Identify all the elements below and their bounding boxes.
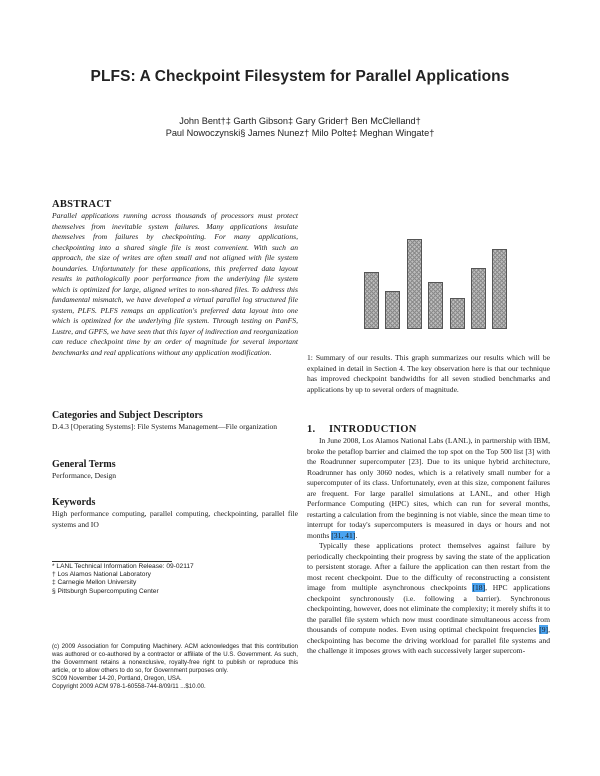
section-number: 1. bbox=[307, 424, 316, 435]
general-terms-heading: General Terms bbox=[52, 459, 116, 470]
chart-bar bbox=[450, 298, 465, 329]
results-bar-chart bbox=[355, 230, 515, 332]
citation-link[interactable]: [9] bbox=[539, 625, 549, 634]
paragraph-text: , checkpointing has become the driving workload for parallel file systems and the challenge it imposes grows with each successively larger supercom- bbox=[307, 625, 550, 655]
footnote-rule bbox=[52, 561, 172, 562]
footnote: § Pittsburgh Supercomputing Center bbox=[52, 587, 159, 595]
chart-bar bbox=[428, 282, 443, 329]
figure-caption: 1: Summary of our results. This graph summarizes our results which will be explained in detail in Section 4. The key observation here is that our technique has improved checkpoint bandwidths for all seven studied benchmarks and applications by up to several orders of magnitude. bbox=[307, 353, 550, 394]
footnote: ‡ Carnegie Mellon University bbox=[52, 579, 137, 587]
author-line-2: Paul Nowoczynski§ James Nunez† Milo Polte‡ Meghan Wingate† bbox=[165, 127, 435, 138]
categories-body: D.4.3 [Operating Systems]: File Systems Management—File organization bbox=[52, 422, 278, 431]
footnotes bbox=[52, 563, 298, 596]
abstract-section bbox=[52, 198, 298, 358]
copyright-isbn: Copyright 2009 ACM 978-1-60558-744-8/09/11 ...$10.00. bbox=[52, 683, 206, 690]
copyright-venue: SC09 November 14-20, Portland, Oregon, USA. bbox=[52, 675, 182, 682]
chart-bar bbox=[492, 249, 507, 329]
copyright-body: (c) 2009 Association for Computing Machinery. ACM acknowledges that this contribution was authored or co-authored by a contractor or affiliate of the U.S. Government. As such, the Government retains a nonexclusive, royalty-free right to publish or reproduce this article, or to allow others to do so, for Government purposes only. bbox=[52, 643, 298, 674]
copyright-block bbox=[52, 643, 298, 691]
introduction-heading bbox=[307, 423, 550, 436]
keywords-section bbox=[52, 496, 298, 530]
intro-paragraph-1 bbox=[307, 436, 550, 541]
footnote: * LANL Technical Information Release: 09-02117 bbox=[52, 563, 194, 570]
author-line-1: John Bent†‡ Garth Gibson‡ Gary Grider† Ben McClelland† bbox=[179, 116, 421, 126]
paragraph-text: , HPC applications checkpoint synchronously (i.e. following a barrier). Synchronous checkpointing, however, does not eliminate the complexity; it merely shifts it to the parallel file system which now must coordinate simultaneous access from thousands of compute nodes. Even using optimal checkpoint frequencies bbox=[307, 583, 550, 634]
citation-link[interactable]: [18] bbox=[472, 583, 486, 592]
paragraph-text: . bbox=[355, 530, 358, 540]
chart-bar bbox=[471, 268, 486, 329]
intro-paragraph-2 bbox=[307, 541, 550, 657]
general-terms-body: Performance, Design bbox=[52, 471, 117, 480]
categories-section bbox=[52, 409, 298, 433]
footnote: † Los Alamos National Laboratory bbox=[52, 571, 151, 579]
paragraph-text: Typically these applications protect themselves against failure by periodically checkpointing their progress by saving the state of the application to persistent storage. After a failure the application can then restart from the most recent checkpoint. Due to the difficulty of reconstructing a consistent image from multiple asynchronous checkpoints bbox=[307, 541, 550, 592]
introduction-section bbox=[307, 423, 550, 657]
citation-link[interactable]: [31, 41] bbox=[331, 530, 356, 540]
chart-bar bbox=[407, 239, 422, 329]
general-terms-section bbox=[52, 458, 298, 482]
paragraph-text: In June 2008, Los Alamos National Labs (LANL), in partnership with IBM, broke the petaflop barrier and claimed the top spot on the Top 500 list [3] with the Roadrunner supercomputer [23]. Due to its unique hybrid architecture, Roadrunner has only 3060 nodes, which is a relatively small number for a supercomputer of its class. Unfortunately, even at this size, component failures are frequent. For large parallel simulations at LANL, and other High Performance Computing (HPC) sites, which can run for several months, restarting a calculation from the beginning is not viable, since the mean time to interrupt for today's supercomputers is measured in days or hours and not months bbox=[307, 436, 550, 540]
categories-heading: Categories and Subject Descriptors bbox=[52, 410, 203, 421]
keywords-heading: Keywords bbox=[52, 497, 96, 508]
chart-bar bbox=[385, 291, 400, 329]
section-title: INTRODUCTION bbox=[329, 424, 417, 435]
chart-bar bbox=[364, 272, 379, 329]
abstract-heading: ABSTRACT bbox=[52, 199, 112, 210]
paper-title: PLFS: A Checkpoint Filesystem for Parallel Applications bbox=[90, 68, 510, 85]
author-list bbox=[0, 116, 600, 139]
keywords-body: High performance computing, parallel computing, checkpointing, parallel file systems and IO bbox=[52, 509, 298, 529]
abstract-body: Parallel applications running across thousands of processors must protect themselves from inevitable system failures. Many applications insulate themselves from failures by checkpointing. For many applications, checkpointing into a shared single file is most convenient. With such an approach, the size of writes are often small and not aligned with file system boundaries. Unfortunately for these applications, this preferred data layout results in pathologically poor performance from the underlying file system which is optimized for large, aligned writes to non-shared files. To address this fundamental mismatch, we have developed a virtual parallel log structured file system, PLFS. PLFS remaps an application's preferred data layout into one which is optimized for the underlying file system. Through testing on PanFS, Lustre, and GPFS, we have seen that this layer of indirection and reorganization can reduce checkpoint time by an order of magnitude for several important benchmarks and real applications without any application modification. bbox=[52, 211, 298, 357]
